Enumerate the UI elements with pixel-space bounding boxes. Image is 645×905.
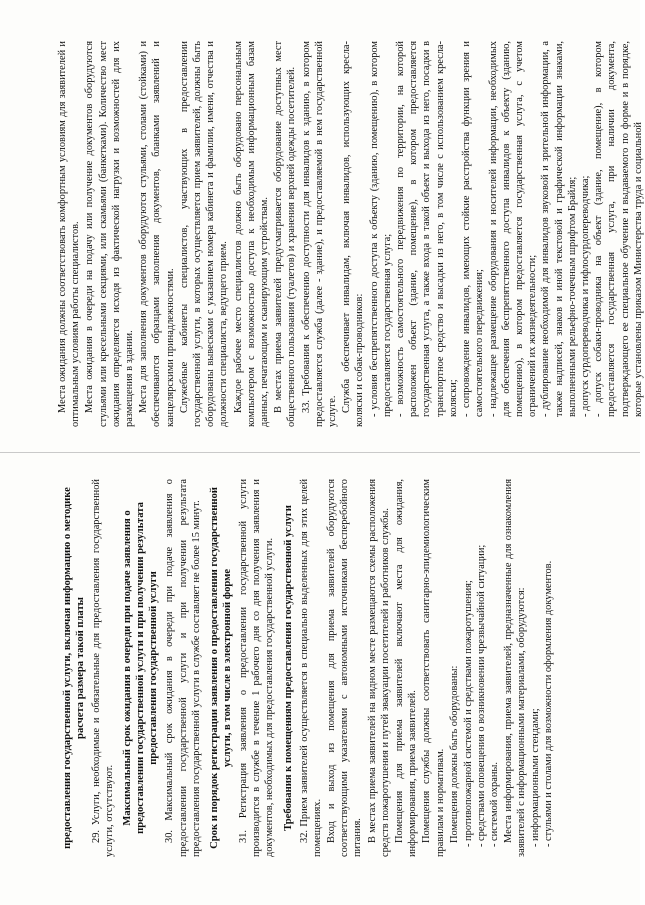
paragraph-33: 33. Требования к обеспечению доступности для инвалидов к зданию, в котором предоставляется служба (далее - здание), и предоставляемой в нем государственной услуге. [300,41,339,427]
heading-max-wait: Максимальный срок ожидания в очереди при подаче заявления о предоставлении государственной услуги и при получении результата предоставления государственной услуги [122,502,160,834]
paragraph-workplace: Каждое рабочее место специалистов должно быть оборудовано персональным компьютером с возможностью доступа к необходимым информационным базам данных, печатающим и сканирующим устройствам. [232,41,271,427]
list-item: - системой охраны. [489,761,501,847]
paragraph-32-equipped: Помещения должны быть оборудованы: [448,665,460,843]
heading-registration: Срок и порядок регистрации заявления о предоставлении государственной услуги, в том числе в электронной форме [209,487,234,849]
page-fold-line [0,452,640,453]
paragraph-waiting-comfort: Места ожидания должны соответствовать комфортным условиям для заявителей и оптимальным условиям работы специалистов. [57,41,82,427]
heading-premises: Требования к помещениям предоставления государственной услуги [282,505,294,831]
paragraph-offices: Служебные кабинеты специалистов, участвующих в предоставлении государственной услуги, в которых осуществляется прием заявителей, должны быть оборудованы вывесками с указанием номера кабинета и фамилии, имени, отчества и должности специалиста, ведущего прием. [178,41,230,427]
paragraph-31: 31. Регистрация заявления о предоставлении государственной услуги производится в службе в течение 1 рабочего дня со дня получения заявления и документов, необходимых для предоставления государственной услуги. [238,479,276,857]
list-item: - надлежащее размещение оборудования и носителей информации, необходимых для обеспечения беспрепятственного доступа инвалидов к объекту (зданию, помещению), в котором предоставляется государственная услуга, с учетом ограничений их жизнедеятельности; [487,41,539,417]
list-item: - условия беспрепятственного доступа к объекту (зданию, помещению), в котором предоставляется государственная услуга; [368,41,393,417]
right-column [56,41,644,427]
paragraph-32-info-places: Места информирования, приема заявителей, предназначенные для ознакомления заявителей с информационными материалами, оборудуются: [502,479,527,857]
list-item: - допуск собаки-проводника на объект (здание, помещение), в котором предоставляется государственная услуга, при наличии документа, подтверждающего ее специальное обучение и выдаваемого по форме и в порядке, которые установлены приказом Министерства труда и социальной [593,41,644,417]
paragraph-32-zones: Помещения для приема заявителей включают места для ожидания, информирования, приема заявителей. [394,479,419,857]
paragraph-32-evacuation: В местах приема заявителей на видном месте размещаются схемы расположения средств пожаротушения и путей эвакуации посетителей и работников службы. [366,479,391,857]
list-item: - дублирование необходимой для инвалидов звуковой и зрительной информации, а также надписей, знаков и иной текстовой и графической информации знаками, выполненными рельефно-точечным шрифтом Брайля; [540,41,578,417]
heading-fee-method: предоставления государственной услуги, включая информацию о методике расчета размера такой платы [62,487,86,849]
list-item: - стульями и столами для возможности оформления документов. [543,560,555,847]
paragraph-32-entrance: Вход и выход из помещения для приема заявителей оборудуются соответствующими указателями с автономными источниками бесперебойного питания. [326,479,364,857]
paragraph-32-sanitary: Помещения службы должны соответствовать санитарно-эпидемиологическим правилам и нормативам. [421,479,446,857]
list-item: - информационными стендами; [530,708,542,847]
left-column [56,479,616,857]
list-item: - допуск сурдопереводчика и тифлосурдопереводчика; [579,175,591,417]
paragraph-waiting-seating: Места ожидания в очереди на подачу или получение документов оборудуются стульями или кресельными секциями, или скамьями (банкетками). Количество мест ожидания определяется исходя из фактической нагрузки и возможностей для их размещения в здании. [84,41,136,427]
paragraph-33-service: Служба обеспечивает инвалидам, включая инвалидов, использующих кресла-коляски и собак-проводников: [341,41,366,427]
list-item: - сопровождение инвалидов, имеющих стойкие расстройства функции зрения и самостоятельного передвижения; [461,41,486,417]
paragraph-form-filling: Места для заполнения документов оборудуются стульями, столами (стойками) и обеспечиваются образцами заполнения документов, бланками заявлений и канцелярскими принадлежностями. [138,41,176,427]
paragraph-30: 30. Максимальный срок ожидания в очереди при подаче заявления о предоставлении государственной услуги и при получении результата предоставления государственной услуги в службе составляет не более 15 минут. [164,479,202,857]
paragraph-facilities: В местах приема заявителей предусматривается оборудование доступных мест общественного пользования (туалетов) и хранения верхней одежды посетителей. [273,41,298,427]
paragraph-29: 29. Услуги, необходимые и обязательные для предоставления государственной услуги, отсутствуют. [91,479,116,857]
list-item: - возможность самостоятельного передвижения по территории, на которой расположен объект (здание, помещение), в котором предоставляется государственная услуга, а также входа в такой объект и выхода из него, посадки в транспортное средство и высадки из него, в том числе с использованием кресла-коляски; [395,41,459,417]
paragraph-32: 32. Прием заявителей осуществляется в специально выделенных для этих целей помещениях. [298,479,323,857]
list-item: - средствами оповещения о возникновении чрезвычайной ситуации; [476,544,488,847]
list-item: - противопожарной системой и средствами пожаротушения; [463,580,475,847]
